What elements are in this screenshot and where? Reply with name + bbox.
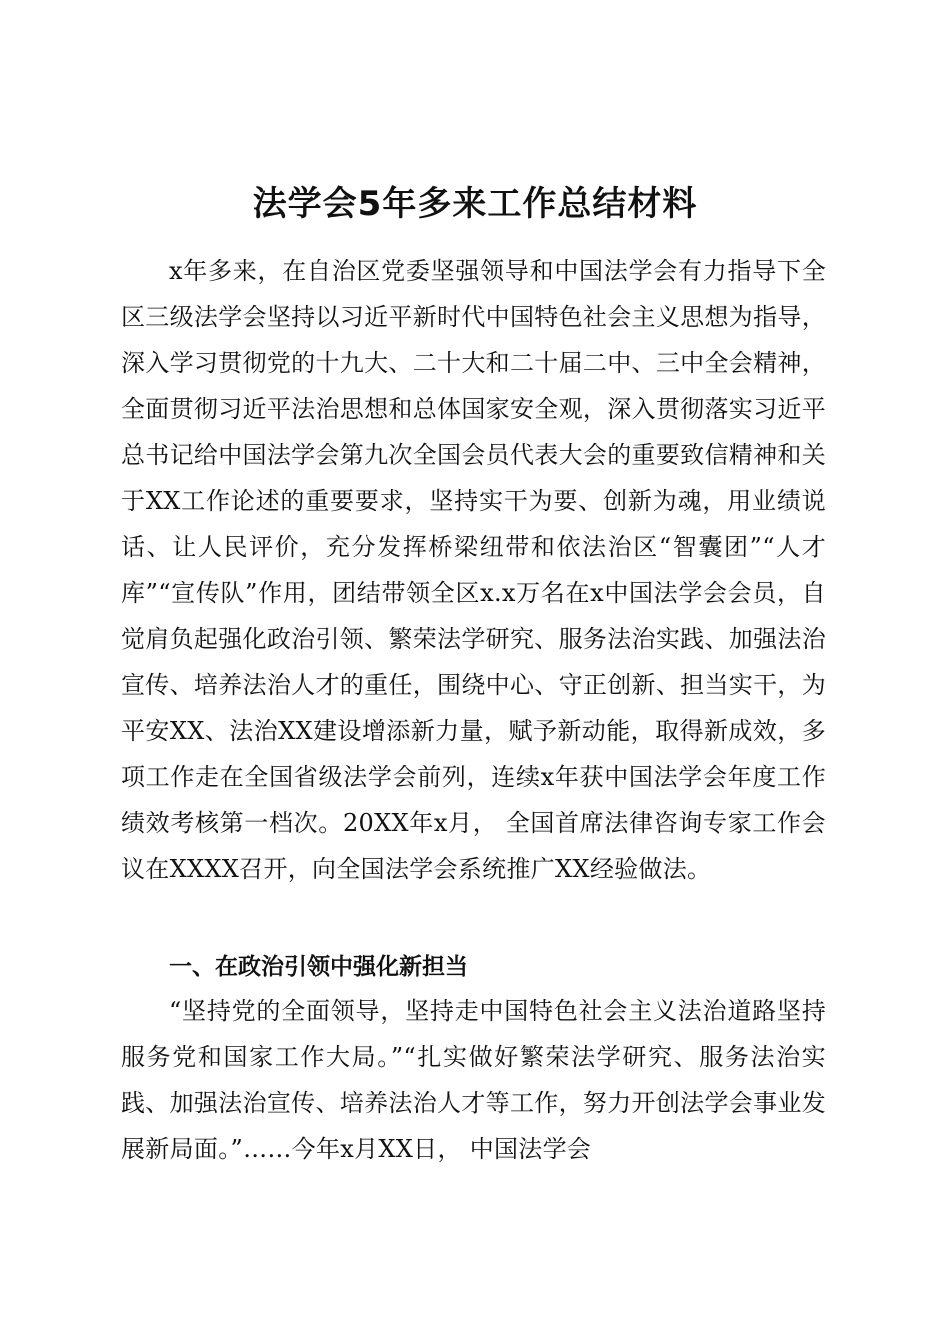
section-1-paragraph: “坚持党的全面领导，坚持走中国特色社会主义法治道路坚持服务党和国家工作大局。”“扎实做好繁荣法学研究、服务法治实践、加强法治宣传、培养法治人才等工作，努力开创法学会事业发展新局面。”……今年x月XX日， 中国法学会 (121, 997, 826, 1163)
document-title: 法学会5年多来工作总结材料 (252, 184, 698, 224)
section-heading-1: 一、在政治引领中强化新担当 (169, 954, 468, 980)
intro-paragraph: x年多来，在自治区党委坚强领导和中国法学会有力指导下全区三级法学会坚持以习近平新时代中国特色社会主义思想为指导， 深入学习贯彻党的十九大、二十大和二十届二中、三中全会精神，全面贯彻习近平法治思想和总体国家安全观，深入贯彻落实习近平总书记给中国法学会第九次全国会员代表大会的重要致信精神和关于XX工作论述的重要要求，坚持实干为要、创新为魂，用业绩说话、让人民评价，充分发挥桥梁纽带和依法治区“智囊团”“人才库”“宣传队”作用，团结带领全区x.x万名在x中国法学会会员，自觉肩负起强化政治引领、繁荣法学研究、服务法治实践、加强法治宣传、培养法治人才的重任，围绕中心、守正创新、担当实干，为平安XX、法治XX建设增添新力量，赋予新动能，取得新成效，多项工作走在全国省级法学会前列，连续x年获中国法学会年度工作绩效考核第一档次。20XX年x月， 全国首席法律咨询专家工作会议在XXXX召开，向全国法学会系统推广XX经验做法。 (121, 257, 826, 883)
